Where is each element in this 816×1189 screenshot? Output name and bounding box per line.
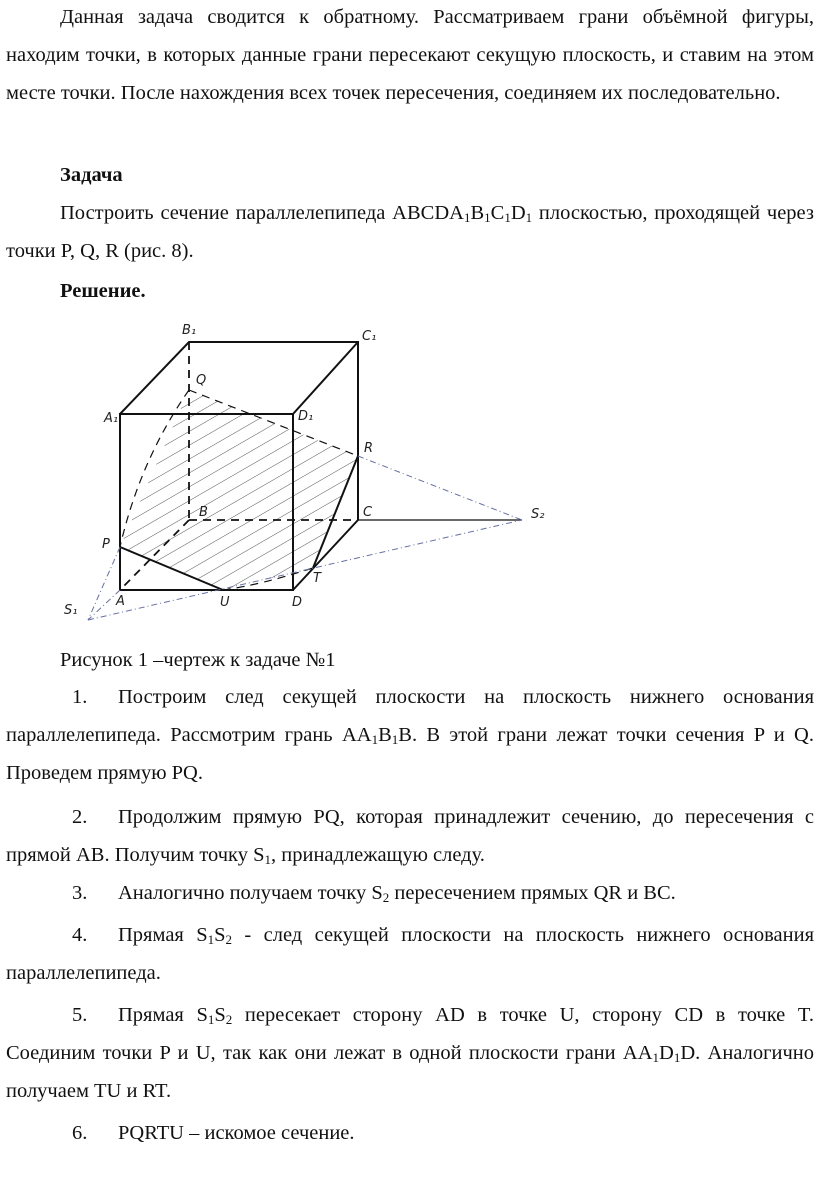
- text-segment: PQRTU – искомое сечение.: [118, 1122, 355, 1144]
- text-segment: пересекает сторону AD в точке U, сторону CD в точке T. Соединим точки P и U, так как они лежат в одной плоскости грани AA: [6, 1004, 815, 1064]
- section-hatch: [120, 390, 358, 590]
- subscript: 1: [652, 1050, 660, 1065]
- label-U: U: [220, 595, 230, 610]
- text-segment: Продолжим прямую PQ, которая принадлежит сечению, до пересечения с прямой AB. Получим точку S: [6, 806, 814, 866]
- text-segment: D: [510, 202, 526, 224]
- subscript: 1: [207, 1012, 215, 1027]
- label-B1: B₁: [182, 323, 197, 338]
- text-segment: Прямая S: [118, 924, 208, 946]
- text-segment: пересечением прямых QR и BC.: [389, 882, 676, 904]
- text-segment: S: [214, 924, 226, 946]
- text-segment: B: [470, 202, 485, 224]
- label-C1: C₁: [362, 329, 377, 344]
- subscript: 1: [371, 732, 379, 747]
- step-3: [6, 874, 814, 912]
- step-4: [6, 916, 814, 992]
- step-6: [6, 1114, 814, 1152]
- subscript: 1: [207, 932, 215, 947]
- subscript: 1: [391, 732, 399, 747]
- step-5: [6, 996, 814, 1110]
- step-number: 6.: [72, 1122, 88, 1144]
- label-S1: S₁: [64, 603, 78, 618]
- label-S2: S₂: [531, 507, 545, 522]
- text-segment: плоскостью, проходящей через точки P, Q, R (рис. 8).: [6, 202, 814, 262]
- text-segment: C: [490, 202, 505, 224]
- task-heading: Задача: [60, 164, 123, 186]
- text-segment: - след секущей плоскости на плоскость нижнего основания параллелепипеда.: [6, 924, 815, 984]
- subscript: 2: [225, 932, 233, 947]
- subscript: 2: [382, 890, 390, 905]
- text-segment: D. Аналогично получаем TU и RT.: [6, 1042, 814, 1102]
- step-number: 1.: [72, 686, 88, 708]
- text-segment: Прямая S: [118, 1004, 208, 1026]
- step-number: 2.: [72, 806, 88, 828]
- label-A: A: [116, 594, 125, 609]
- step-1: [6, 678, 814, 792]
- subscript: 1: [264, 852, 272, 867]
- text-segment: B. В этой грани лежат точки сечения P и Q. Проведем прямую PQ.: [6, 724, 814, 784]
- label-A1: A₁: [104, 411, 119, 426]
- figure-caption: Рисунок 1 –чертеж к задаче №1: [60, 649, 336, 671]
- label-D1: D₁: [298, 409, 314, 424]
- text-segment: Построим след секущей плоскости на плоскость нижнего основания параллелепипеда. Рассмотрим грань AA: [6, 686, 814, 746]
- label-P: P: [102, 537, 110, 552]
- subscript: 1: [673, 1050, 681, 1065]
- text-segment: S: [214, 1004, 226, 1026]
- text-segment: Аналогично получаем точку S: [118, 882, 383, 904]
- step-number: 3.: [72, 882, 88, 904]
- subscript: 1: [463, 210, 471, 225]
- label-T: T: [313, 571, 321, 586]
- subscript: 1: [484, 210, 491, 225]
- solution-heading: Решение.: [60, 280, 146, 302]
- text-segment: Построить сечение параллелепипеда ABCDA: [60, 202, 464, 224]
- text-segment: B: [378, 724, 392, 746]
- label-R: R: [364, 441, 374, 456]
- subscript: 1: [504, 210, 511, 225]
- subscript: 1: [525, 210, 533, 225]
- subscript: 2: [225, 1012, 233, 1027]
- step-number: 4.: [72, 924, 88, 946]
- label-C: C: [363, 505, 373, 520]
- text-segment: Данная задача сводится к обратному. Рассматриваем грани объёмной фигуры, находим точки, в которых данные грани пересекают секущую плоскость, и ставим на этом месте точки. После нахождения всех точек пересечения, соединяем их последовательно.: [6, 6, 814, 104]
- text-segment: D: [659, 1042, 674, 1064]
- label-D: D: [292, 595, 303, 610]
- label-B: B: [199, 505, 208, 520]
- step-2: [6, 798, 814, 874]
- text-segment: , принадлежащую следу.: [271, 844, 485, 866]
- label-Q: Q: [196, 373, 207, 388]
- step-number: 5.: [72, 1004, 88, 1026]
